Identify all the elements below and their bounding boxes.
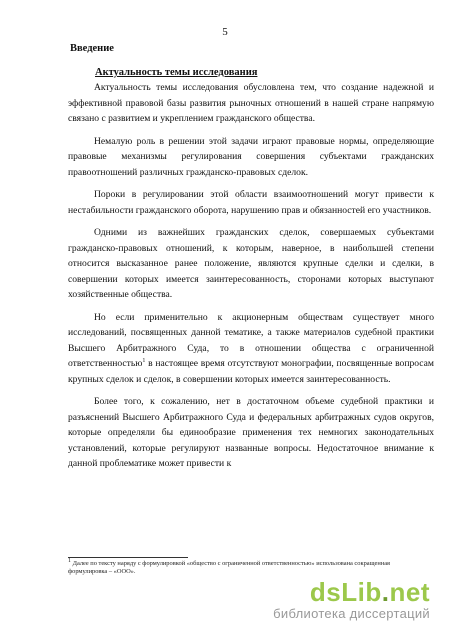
logo-main: dsLib (309, 577, 382, 607)
footnote-mark: 1 (68, 557, 71, 564)
watermark-tagline: библиотека диссертаций (273, 606, 430, 621)
paragraph: Более того, к сожалению, нет в достаточном объеме судебной практики и разъяснений Высшего Арбитражного Суда и федеральных арбитражных судов округов, которые определяли бы единообразие применения тех немногих законодательных установлений, которые регулируют названные вопросы. Недостаточное внимание к данной проблематике может привести к (68, 396, 434, 469)
footnote (68, 557, 418, 576)
subsection-heading: Актуальность темы исследования (95, 67, 258, 78)
logo-tld: net (389, 577, 430, 607)
paragraph: Актуальность темы исследования обусловлена тем, что создание надежной и эффективной правовой базы развития рыночных отношений в нашей стране напрямую связано с развитием и укреплением гражданского общества. (68, 82, 434, 124)
paragraph: Пороки в регулировании этой области взаимоотношений могут привести к нестабильности гражданского оборота, нарушению прав и обязанностей его участников. (68, 189, 434, 216)
footnote-reference: 1 (142, 357, 146, 364)
paragraph: Одними из важнейших гражданских сделок, совершаемых субъектами гражданско-правовых отношений, к которым, наверное, в наибольшей степени относится высказанное ранее положение, являются крупные сделки и сделки, в совершении которых имеется заинтересованность, сторонами которых выступают хозяйственные общества. (68, 227, 434, 300)
paragraph (68, 310, 434, 388)
section-heading: Введение (70, 43, 114, 54)
page-number: 5 (222, 26, 228, 38)
footnote-text: Далее по тексту наряду с формулировкой «общество с ограниченной ответственностью» использована сокращенная формулировка – «ООО». (68, 560, 390, 575)
logo-dot: . (381, 577, 390, 607)
watermark-logo (273, 578, 430, 606)
footnote-separator (68, 557, 188, 558)
body-text (68, 80, 434, 472)
paragraph-text: в настоящее время отсутствуют монографии, посвященные вопросам крупных сделок и сделок, в совершении которых имеется заинтересованность. (68, 358, 434, 385)
paragraph: Немалую роль в решении этой задачи играют правовые нормы, определяющие правовые механизмы регулирования совершения субъектами гражданских правоотношений различных гражданско-правовых сделок. (68, 135, 434, 178)
paragraph-text: Но если применительно к акционерным обществам существует много исследований, посвященных данной тематике, а также материалов судебной практики Высшего Арбитражного Суда, то в отношении общества с ограниченной ответственностью (68, 311, 434, 369)
watermark (273, 578, 430, 621)
